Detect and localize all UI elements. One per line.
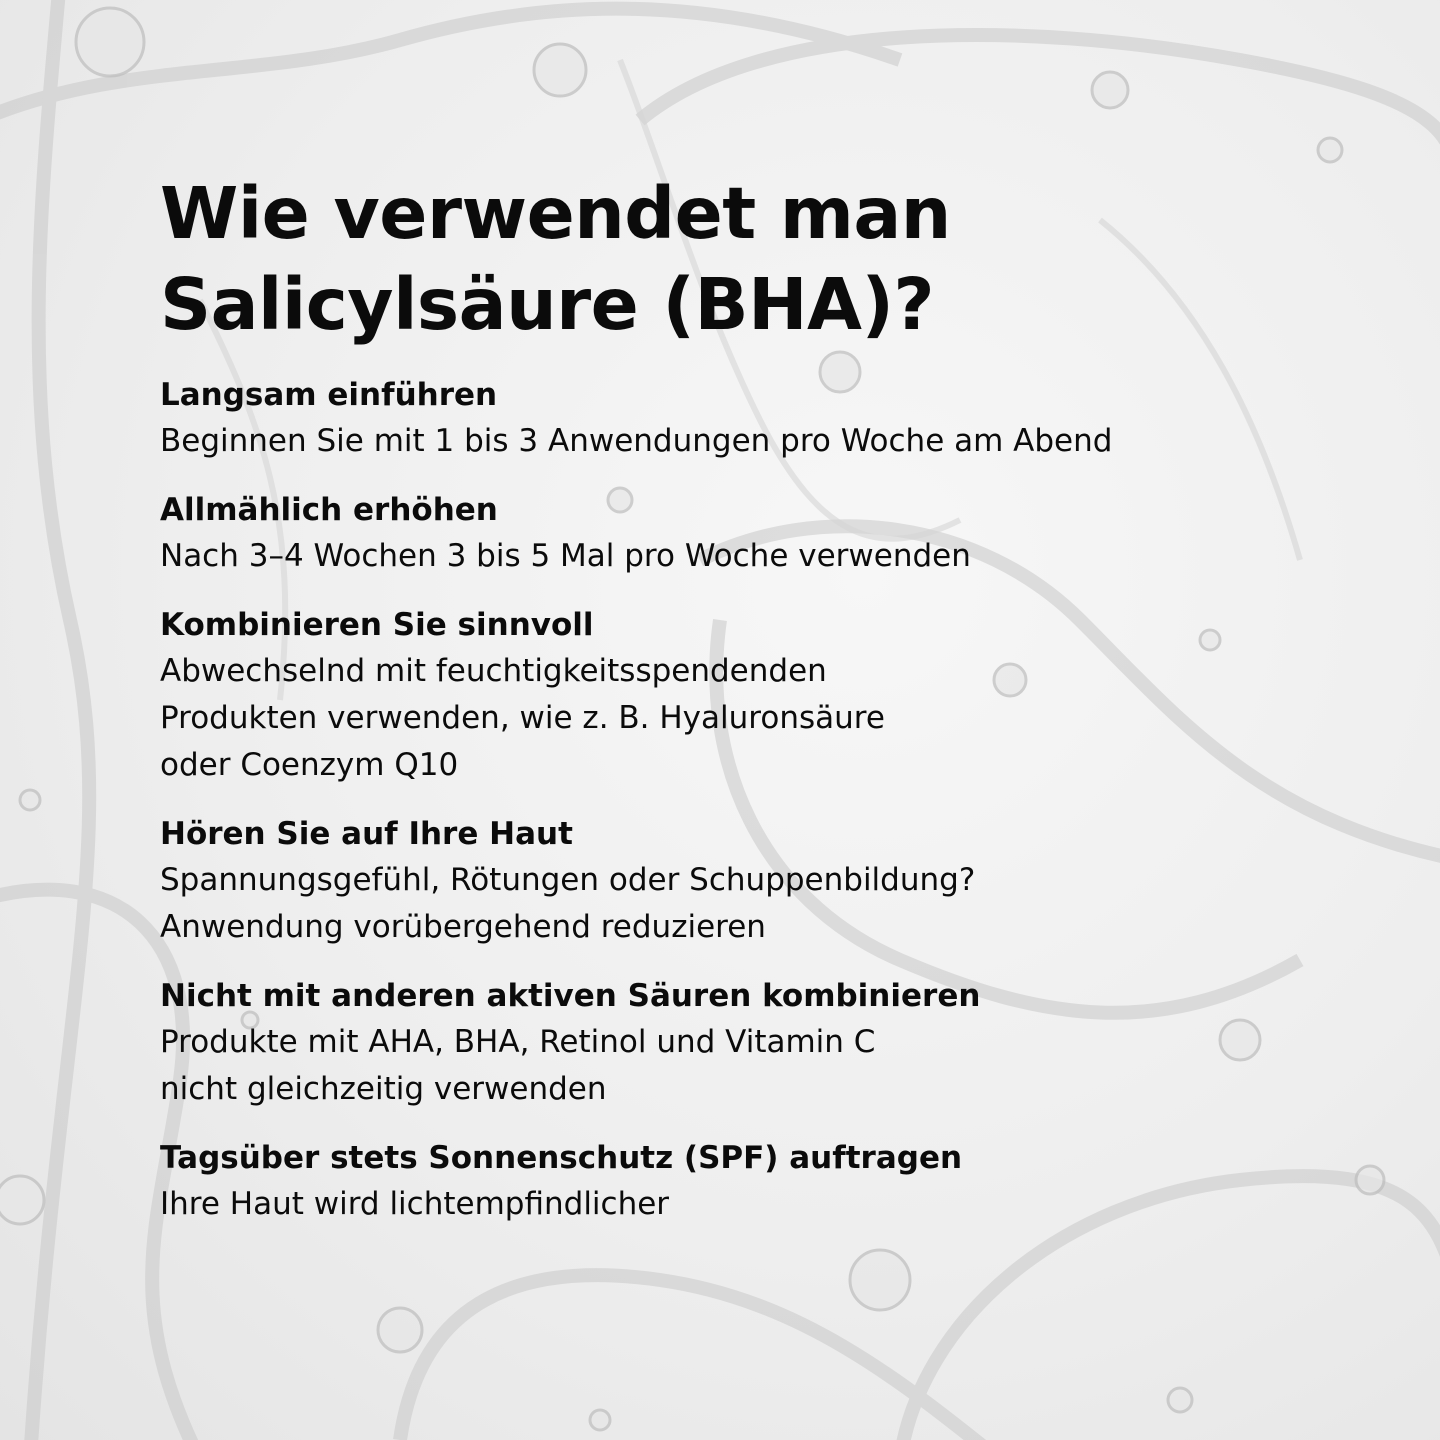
tip-section-no-other-acids: [160, 973, 1400, 1113]
tip-text: Spannungsgefühl, Rötungen oder Schuppenbildung?: [160, 862, 976, 898]
tip-text: Beginnen Sie mit 1 bis 3 Anwendungen pro Woche am Abend: [160, 423, 1113, 459]
tip-text: Anwendung vorübergehend reduzieren: [160, 909, 766, 945]
tip-text: Abwechselnd mit feuchtigkeitsspendenden: [160, 653, 827, 689]
tip-heading: Allmählich erhöhen: [160, 492, 498, 528]
content-area: [160, 168, 1400, 1250]
tip-text: Ihre Haut wird lichtempfindlicher: [160, 1186, 670, 1222]
tips-list: [160, 372, 1400, 1228]
tip-text: nicht gleichzeitig verwenden: [160, 1071, 607, 1107]
tip-text: Produkte mit AHA, BHA, Retinol und Vitamin C: [160, 1024, 876, 1060]
tip-section-listen-to-skin: [160, 811, 1400, 951]
tip-heading: Tagsüber stets Sonnenschutz (SPF) auftragen: [160, 1140, 963, 1176]
tip-text: Nach 3–4 Wochen 3 bis 5 Mal pro Woche verwenden: [160, 538, 971, 574]
tip-section-increase-gradually: [160, 487, 1400, 580]
tip-heading: Langsam einführen: [160, 377, 498, 413]
tip-section-introduce-slowly: [160, 372, 1400, 465]
tip-text: Produkten verwenden, wie z. B. Hyaluronsäure: [160, 700, 885, 736]
title-line-1: Wie verwendet man: [160, 172, 951, 255]
title-line-2: Salicylsäure (BHA)?: [160, 263, 935, 346]
tip-heading: Hören Sie auf Ihre Haut: [160, 816, 573, 852]
tip-heading: Nicht mit anderen aktiven Säuren kombinieren: [160, 978, 981, 1014]
tip-heading: Kombinieren Sie sinnvoll: [160, 607, 594, 643]
tip-section-sunscreen: [160, 1135, 1400, 1228]
page-title: [160, 168, 1400, 350]
tip-text: oder Coenzym Q10: [160, 747, 459, 783]
tip-section-combine-sensibly: [160, 602, 1400, 789]
